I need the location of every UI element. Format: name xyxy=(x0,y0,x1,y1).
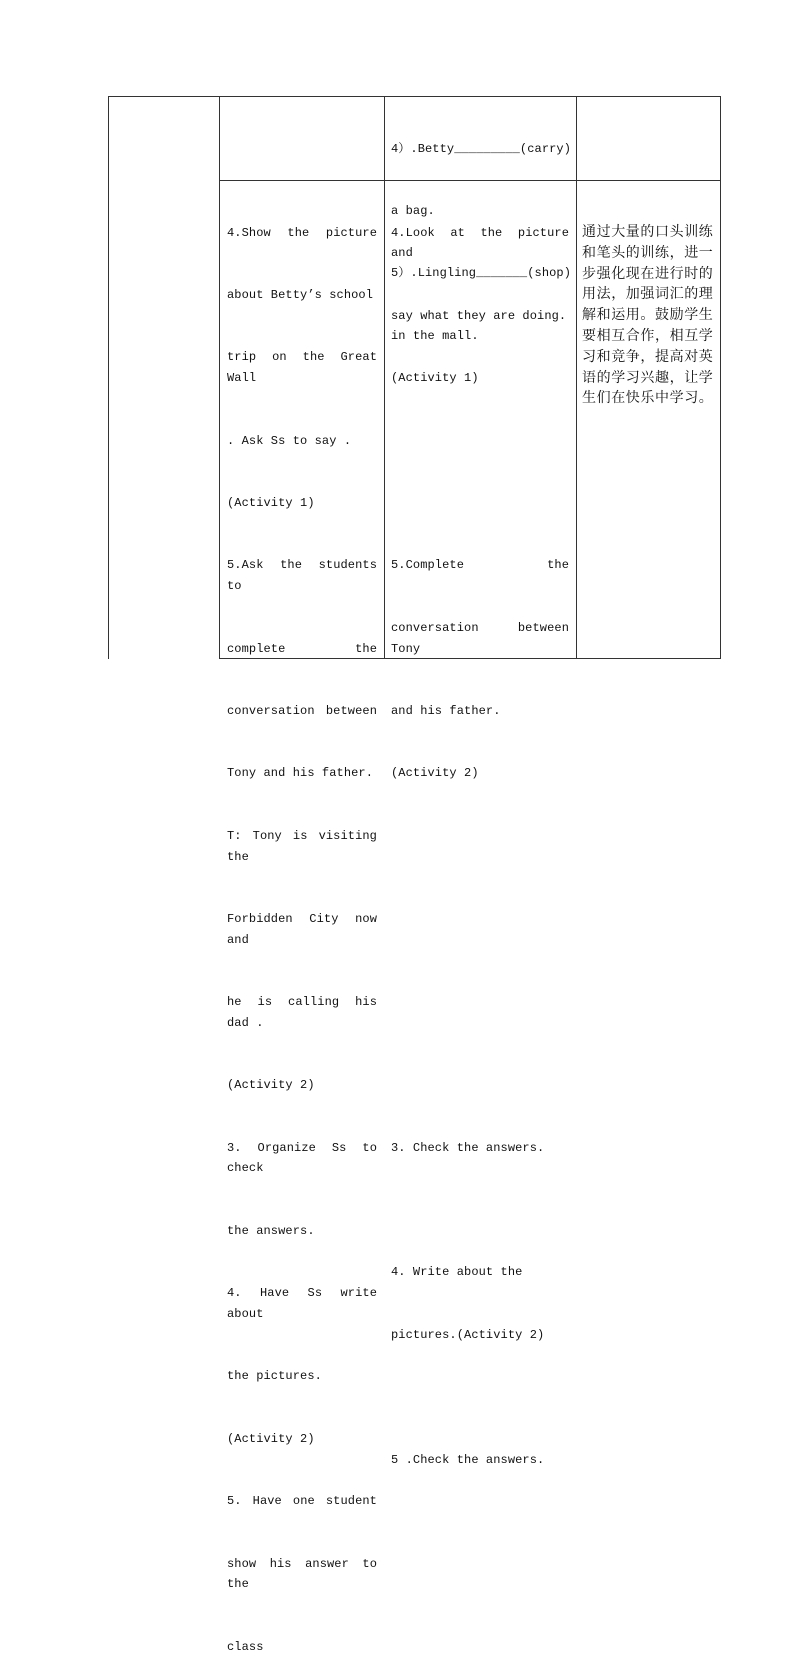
text-line: 4）.Betty_________(carry) xyxy=(391,141,572,156)
text-line xyxy=(391,826,569,847)
text-line: and his father. xyxy=(391,703,501,718)
text-line xyxy=(391,493,569,514)
text-line: T: Tony is visiting the xyxy=(227,828,385,864)
text-line xyxy=(391,1075,569,1096)
text-line: (Activity 2) xyxy=(227,1078,315,1093)
text-line: 5.Ask the students to xyxy=(227,558,385,594)
text-line: 4.Show the picture xyxy=(227,225,377,240)
text-line: a bag. xyxy=(391,203,435,218)
text-line: (Activity 2) xyxy=(227,1431,315,1446)
text-line: 5 .Check the answers. xyxy=(391,1452,545,1467)
text-line xyxy=(391,431,569,452)
text-line: he is calling his dad . xyxy=(227,995,385,1030)
text-line: (Activity 1) xyxy=(227,495,315,510)
text-line: pictures.(Activity 2) xyxy=(391,1327,545,1342)
text-line xyxy=(391,1200,569,1221)
text-line: 5.Complete the xyxy=(391,558,569,573)
row2-purpose-cell: 通过大量的口头训练和笔头的训练，进一步强化现在进行时的用法，加强词汇的理解和运用。鼓励学生要相互合作，相互学习和竞争，提高对英语的学习兴趣，让学生们在快乐中学习。 xyxy=(582,224,714,407)
text-line: trip on the Great Wall xyxy=(227,350,385,386)
row2-students-cell xyxy=(391,181,577,1491)
text-line: . Ask Ss to say . xyxy=(227,433,352,448)
text-line: 4.Look at the picture and xyxy=(391,225,577,261)
text-line: 5. Have one student xyxy=(227,1494,377,1509)
text-line: in the mall. xyxy=(391,328,479,343)
table-left-border xyxy=(108,96,109,659)
text-line: 4. Write about the xyxy=(391,1265,523,1280)
text-line: conversation between Tony xyxy=(391,620,577,656)
text-line: 3. Check the answers. xyxy=(391,1140,545,1155)
text-line: show his answer to the xyxy=(227,1556,385,1592)
text-line: Tony and his father. xyxy=(227,766,374,781)
text-line: (Activity 1) xyxy=(391,371,479,386)
text-line: (Activity 2) xyxy=(391,766,479,781)
text-line xyxy=(391,950,569,971)
text-line: about Betty’s school xyxy=(227,287,374,302)
text-line xyxy=(391,1013,569,1034)
text-line: say what they are doing. xyxy=(391,308,567,323)
text-line: 5）.Lingling_______(shop) xyxy=(391,266,572,281)
text-line: 4. Have Ss write about xyxy=(227,1286,385,1322)
text-line xyxy=(391,1387,569,1408)
row2-teacher-cell xyxy=(227,181,385,1678)
text-line: Forbidden City now and xyxy=(227,911,385,947)
text-line: the pictures. xyxy=(227,1369,322,1384)
text-line: 3. Organize Ss to check xyxy=(227,1140,385,1176)
text-line: the answers. xyxy=(227,1223,315,1238)
text-line: conversation between xyxy=(227,703,377,718)
text-line: complete the xyxy=(227,641,377,656)
text-line xyxy=(391,888,569,909)
text-line: class xyxy=(227,1639,264,1654)
